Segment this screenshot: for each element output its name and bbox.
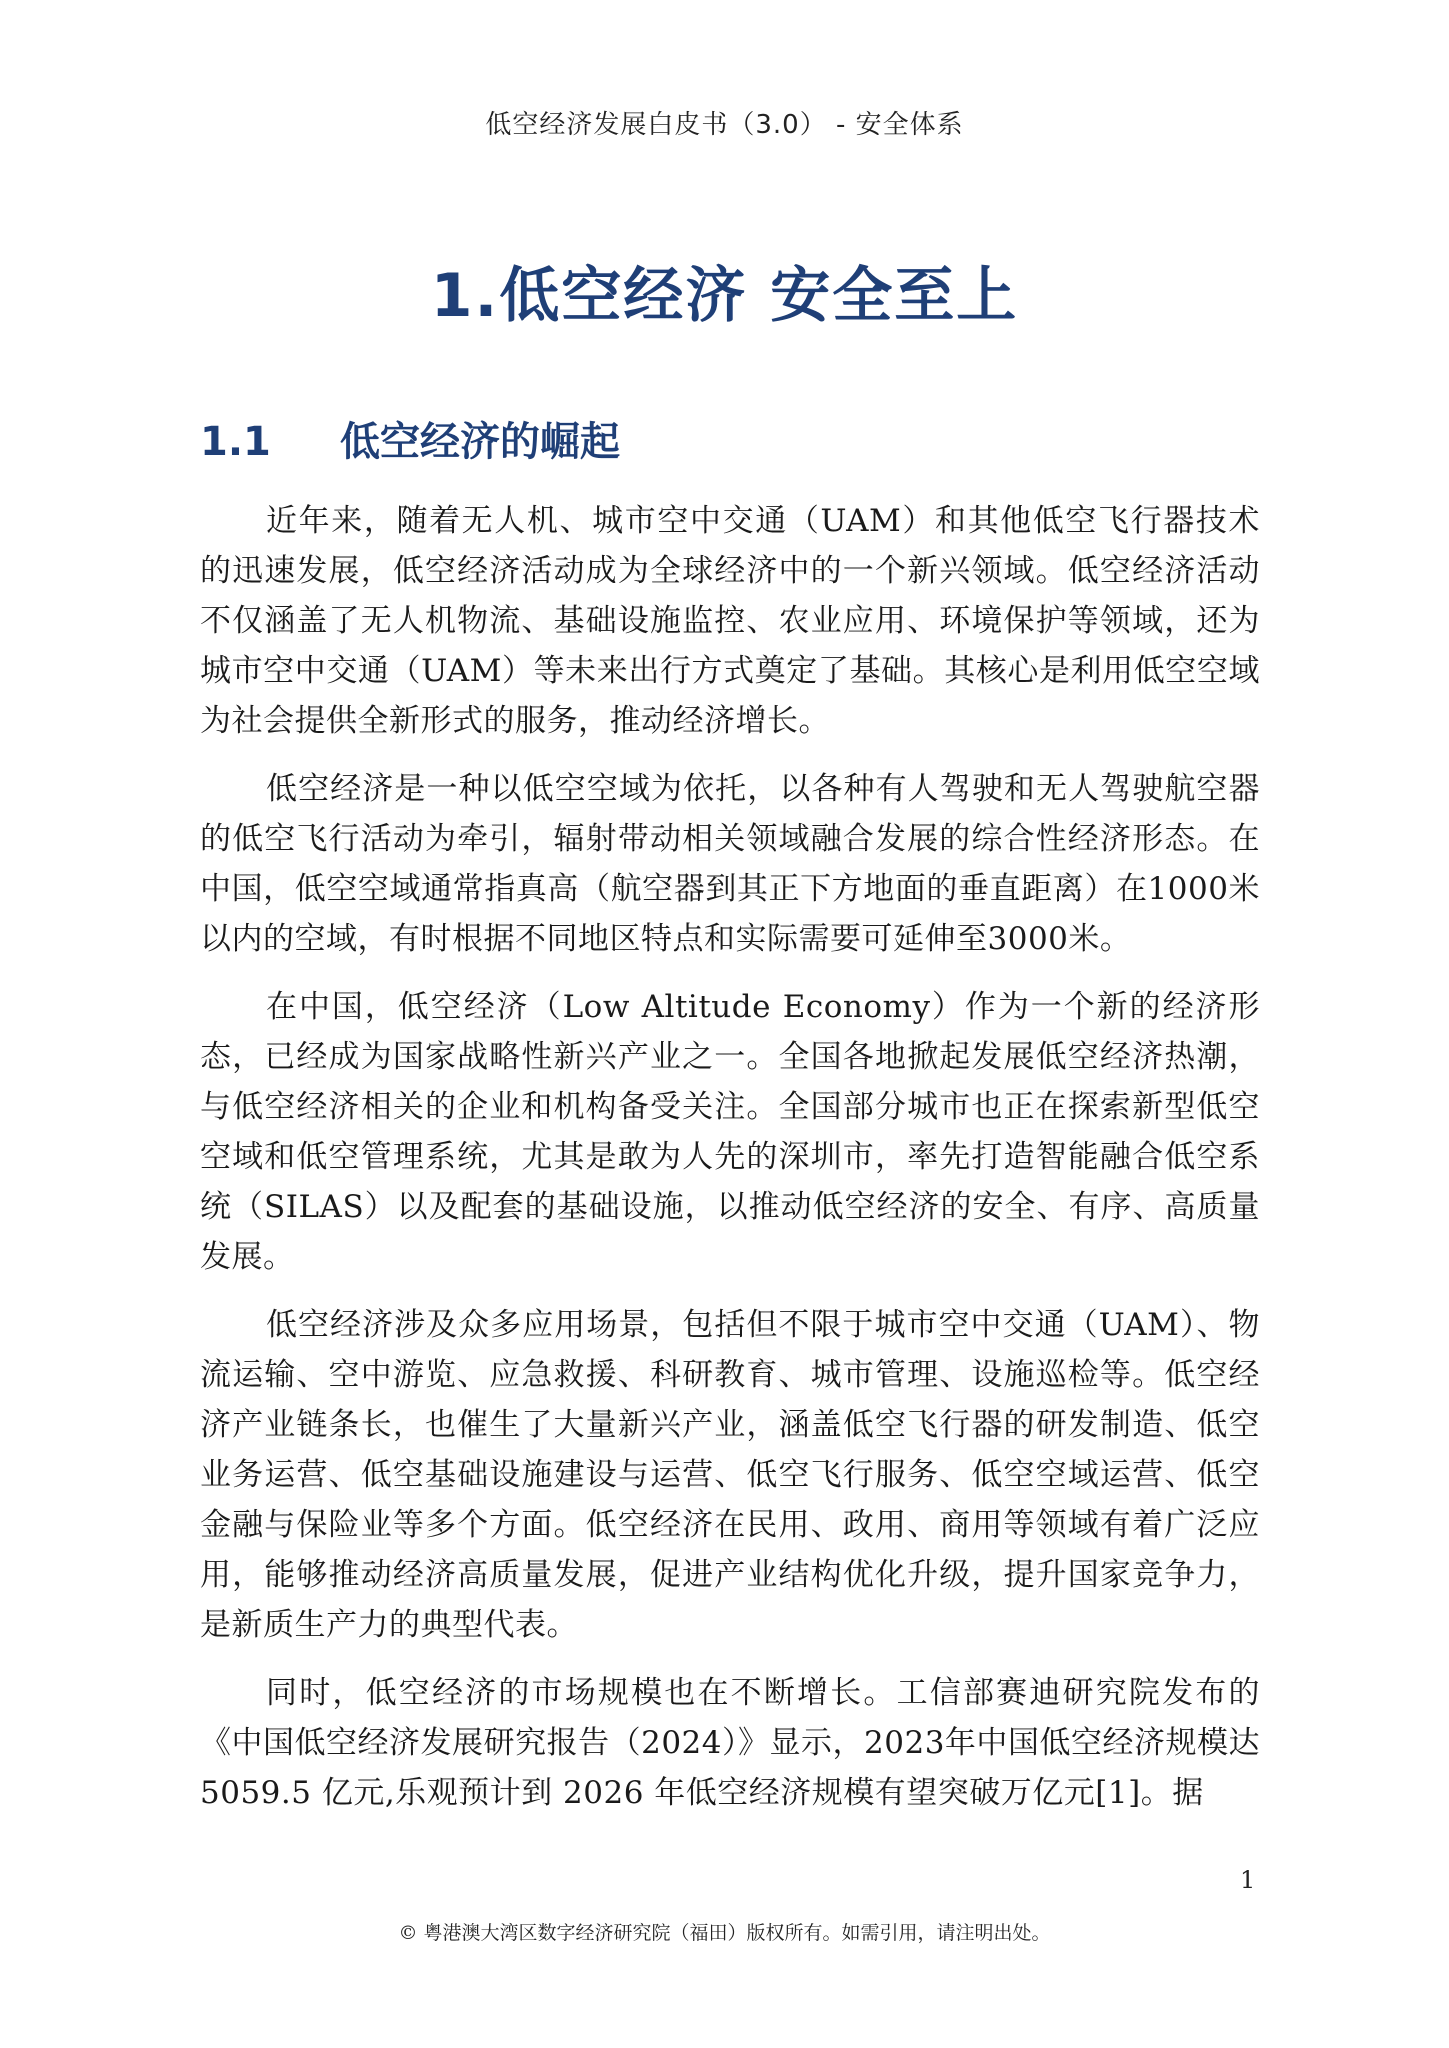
chapter-title: 1.低空经济 安全至上 xyxy=(430,261,1019,331)
copyright-footer: © 粤港澳大湾区数字经济研究院（福田）版权所有。如需引用，请注明出处。 xyxy=(398,1922,1051,1944)
page-number: 1 xyxy=(1240,1866,1256,1894)
paragraph-5: 同时，低空经济的市场规模也在不断增长。工信部赛迪研究院发布的《中国低空经济发展研究报告（2024）》显示，2023年中国低空经济规模达 5059.5 亿元,乐观预计到 2026 年低空经济规模有望突破万亿元[1]。据 xyxy=(200,1675,1260,1811)
section-number: 1.1 xyxy=(200,419,271,465)
section-heading xyxy=(200,410,620,467)
paragraph-2: 低空经济是一种以低空空域为依托，以各种有人驾驶和无人驾驶航空器的低空飞行活动为牵引，辐射带动相关领域融合发展的综合性经济形态。在中国，低空空域通常指真高（航空器到其正下方地面的垂直距离）在1000米以内的空域，有时根据不同地区特点和实际需要可延伸至3000米。 xyxy=(200,771,1260,957)
paragraph-1: 近年来，随着无人机、城市空中交通（UAM）和其他低空飞行器技术的迅速发展，低空经济活动成为全球经济中的一个新兴领域。低空经济活动不仅涵盖了无人机物流、基础设施监控、农业应用、环境保护等领域，还为城市空中交通（UAM）等未来出行方式奠定了基础。其核心是利用低空空域为社会提供全新形式的服务，推动经济增长。 xyxy=(200,503,1260,739)
paragraph-3: 在中国，低空经济（Low Altitude Economy）作为一个新的经济形态，已经成为国家战略性新兴产业之一。全国各地掀起发展低空经济热潮，与低空经济相关的企业和机构备受关注。全国部分城市也正在探索新型低空空域和低空管理系统，尤其是敢为人先的深圳市，率先打造智能融合低空系统（SILAS）以及配套的基础设施，以推动低空经济的安全、有序、高质量发展。 xyxy=(200,989,1260,1275)
body-text xyxy=(200,496,1260,1836)
paragraph-4: 低空经济涉及众多应用场景，包括但不限于城市空中交通（UAM）、物流运输、空中游览、应急救援、科研教育、城市管理、设施巡检等。低空经济产业链条长，也催生了大量新兴产业，涵盖低空飞行器的研发制造、低空业务运营、低空基础设施建设与运营、低空飞行服务、低空空域运营、低空金融与保险业等多个方面。低空经济在民用、政用、商用等领域有着广泛应用，能够推动经济高质量发展，促进产业结构优化升级，提升国家竞争力，是新质生产力的典型代表。 xyxy=(200,1307,1260,1643)
section-title: 低空经济的崛起 xyxy=(340,419,620,465)
running-header: 低空经济发展白皮书（3.0） - 安全体系 xyxy=(485,110,964,140)
